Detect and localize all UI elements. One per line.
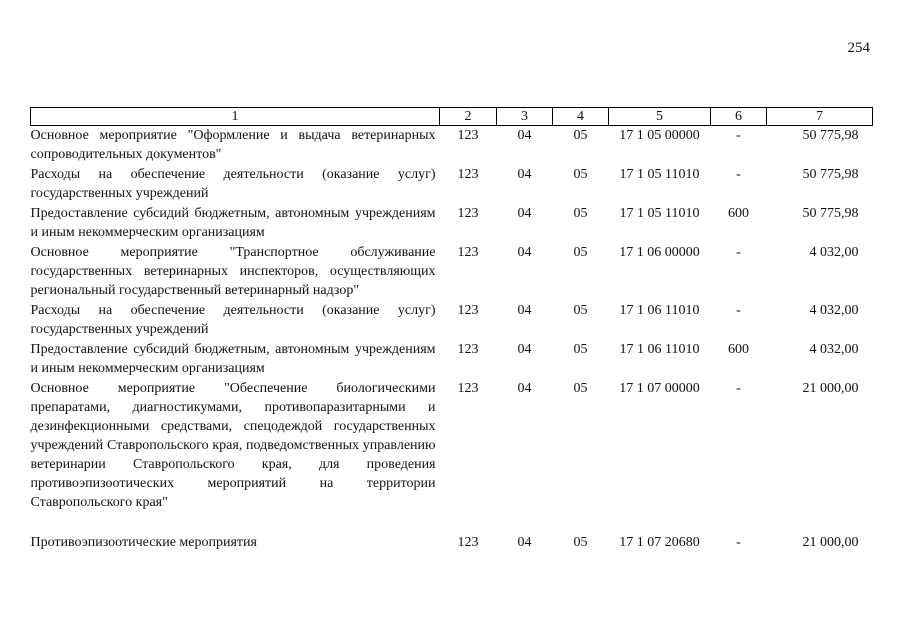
item-name: Основное мероприятие "Обеспечение биологическими препаратами, диагностикумами, противопаразитарными и дезинфекционными средствами, спецодеждой государственных учреждений Ставропольского края, подведомственных управлению ветеринарии Ставропольского края, для проведения противоэпизоотических мероприятий на территории Ставропольского края" [30,381,436,510]
section-code: 04 [517,167,532,182]
amount: 4 032,00 [809,303,859,318]
subsection-code: 05 [573,128,588,143]
section-code: 04 [517,535,532,550]
target-article-code: 17 1 05 11010 [619,206,700,221]
section-code: 04 [517,245,532,260]
amount: 4 032,00 [809,342,859,357]
column-header-3: 3 [497,108,553,126]
table-row [31,379,873,513]
expense-type-code: 600 [728,342,749,357]
column-header-1: 1 [31,108,440,126]
target-article-code: 17 1 07 00000 [619,381,700,396]
item-name: Расходы на обеспечение деятельности (оказание услуг) государственных учреждений [30,303,436,337]
section-code: 04 [517,303,532,318]
amount: 50 775,98 [802,167,859,182]
subsection-code: 05 [573,206,588,221]
budget-table [30,107,873,553]
table-row [31,340,873,379]
amount: 21 000,00 [802,381,859,396]
subsection-code: 05 [573,167,588,182]
expense-type-code: - [736,245,741,260]
section-code: 04 [517,206,532,221]
column-header-7: 7 [767,108,873,126]
table-row [31,513,873,553]
admin-code: 123 [457,381,479,396]
table-row [31,126,873,166]
column-header-6: 6 [711,108,767,126]
subsection-code: 05 [573,535,588,550]
target-article-code: 17 1 06 11010 [619,342,700,357]
section-code: 04 [517,381,532,396]
section-code: 04 [517,128,532,143]
amount: 50 775,98 [802,206,859,221]
table-header-row [31,108,873,126]
admin-code: 123 [457,206,479,221]
admin-code: 123 [457,303,479,318]
admin-code: 123 [457,535,479,550]
admin-code: 123 [457,342,479,357]
subsection-code: 05 [573,245,588,260]
table-row [31,243,873,301]
expense-type-code: - [736,167,741,182]
target-article-code: 17 1 06 11010 [619,303,700,318]
admin-code: 123 [457,245,479,260]
subsection-code: 05 [573,381,588,396]
target-article-code: 17 1 05 00000 [619,128,700,143]
table-row [31,204,873,243]
column-header-2: 2 [440,108,497,126]
expense-type-code: - [736,535,741,550]
item-name: Основное мероприятие "Транспортное обслуживание государственных ветеринарных инспекторов, осуществляющих региональный государственный ветеринарный надзор" [30,245,436,298]
target-article-code: 17 1 06 00000 [619,245,700,260]
item-name: Противоэпизоотические мероприятия [30,535,257,550]
amount: 21 000,00 [802,535,859,550]
column-header-4: 4 [553,108,609,126]
item-name: Предоставление субсидий бюджетным, автономным учреждениям и иным некоммерческим организациям [30,342,436,376]
target-article-code: 17 1 07 20680 [619,535,700,550]
subsection-code: 05 [573,303,588,318]
item-name: Предоставление субсидий бюджетным, автономным учреждениям и иным некоммерческим организациям [30,206,436,240]
column-header-5: 5 [609,108,711,126]
expense-type-code: - [736,128,741,143]
item-name: Основное мероприятие "Оформление и выдача ветеринарных сопроводительных документов" [30,128,436,162]
page-number: 254 [847,40,870,56]
subsection-code: 05 [573,342,588,357]
section-code: 04 [517,342,532,357]
admin-code: 123 [457,167,479,182]
admin-code: 123 [457,128,479,143]
amount: 50 775,98 [802,128,859,143]
expense-type-code: 600 [728,206,749,221]
amount: 4 032,00 [809,245,859,260]
expense-type-code: - [736,381,741,396]
expense-type-code: - [736,303,741,318]
target-article-code: 17 1 05 11010 [619,167,700,182]
table-row [31,301,873,340]
table-row [31,165,873,204]
item-name: Расходы на обеспечение деятельности (оказание услуг) государственных учреждений [30,167,436,201]
